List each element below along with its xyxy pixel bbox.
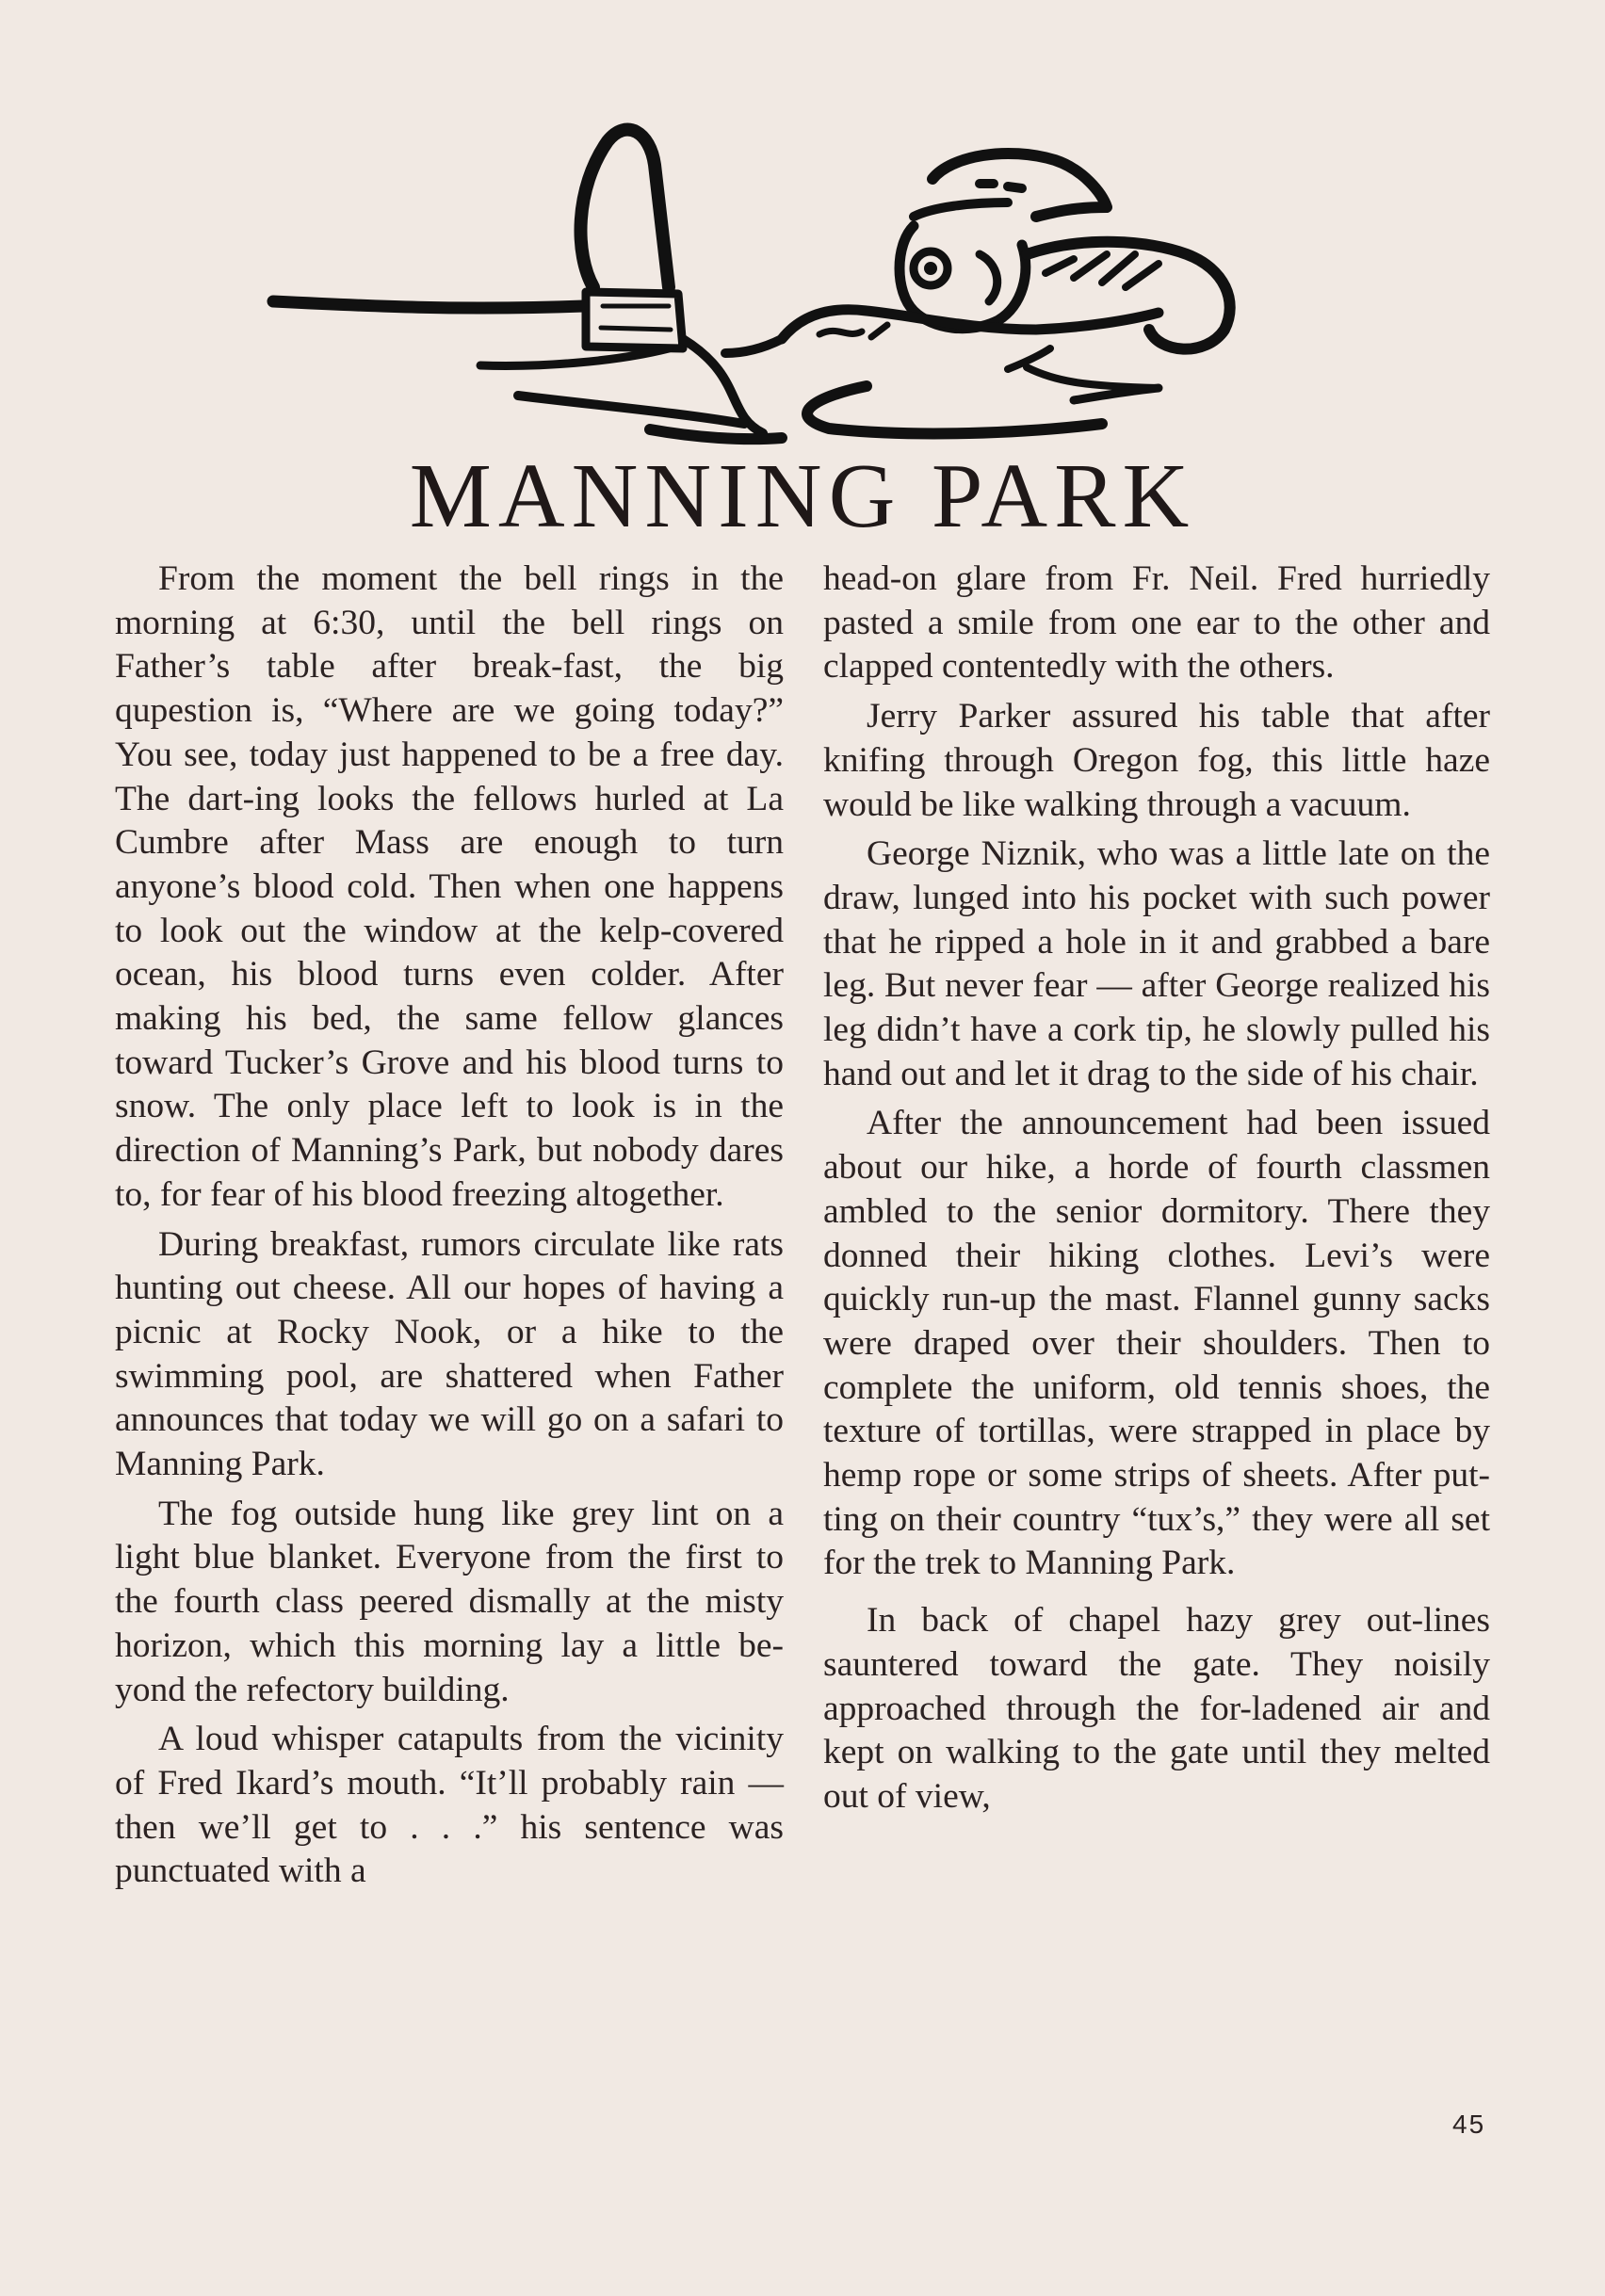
paragraph: In back of chapel hazy grey out-lines sauntered toward the gate. They noisily approached through the for-ladened air and kept on walking to the gate until they melted out of view, xyxy=(823,1601,1490,1816)
paragraph: Jerry Parker assured his table that after knifing through Oregon fog, this little haze would be like walking through a vacuum. xyxy=(823,697,1490,824)
paragraph: During breakfast, rumors circulate like rats hunting out cheese. All our hopes of having a picnic at Rocky Nook, or a hike to the swimming pool, are shattered when Father announces that today we will go on a safari to Manning Park. xyxy=(115,1224,784,1484)
right-text-column xyxy=(823,558,1490,1819)
page-number: 45 xyxy=(1452,2110,1486,2139)
paragraph: A loud whisper catapults from the vicinity of Fred Ikard’s mouth. “It’ll probably rain — then we’ll get to . . .” his sentence was punctuated with a xyxy=(115,1720,784,1891)
article-title: MANNING PARK xyxy=(409,445,1196,547)
paragraph: From the moment the bell rings in the morning at 6:30, until the bell rings on Father’s table after break-fast, the big qupestion is, “Where are we going today?” You see, today just happened to be a free day. The dart-ing looks the fellows hurled at La Cumbre after Mass are enough to turn anyone’s blood cold. Then when one happens to look out the window at the kelp-covered ocean, his blood turns even colder. After making his bed, the same fellow glances toward Tucker’s Grove and his blood turns to snow. The only place left to look is in the direction of Manning’s Park, but nobody dares to, for fear of his blood freezing altogether. xyxy=(115,559,784,1214)
left-text-column xyxy=(115,558,784,1894)
paragraph: head-on glare from Fr. Neil. Fred hurriedly pasted a smile from one ear to the other and clapped contentedly with the others. xyxy=(823,559,1490,687)
paragraph: George Niznik, who was a little late on the draw, lunged into his pocket with such power that he ripped a hole in it and grabbed a bare leg. But never fear — after George realized his leg didn’t have a cork tip, he slowly pulled his hand out and let it drag to the side of his chair. xyxy=(823,834,1490,1093)
paragraph: The fog outside hung like grey lint on a light blue blanket. Everyone from the first to the fourth class peered dismally at the misty horizon, which this morning lay a little be-yond the refectory building. xyxy=(115,1494,784,1709)
cartoon-student-lying-on-ground-icon xyxy=(254,113,1309,471)
paragraph: After the announcement had been issued about our hike, a horde of fourth classmen ambled to the senior dormitory. There they donned their hiking clothes. Levi’s were quickly run-up the mast. Flannel gunny sacks were draped over their shoulders. Then to complete the uniform, old tennis shoes, the texture of tortillas, were strapped in place by hemp rope or some strips of sheets. After put-ting on their country “tux’s,” they were all set for the trek to Manning Park. xyxy=(823,1104,1490,1583)
